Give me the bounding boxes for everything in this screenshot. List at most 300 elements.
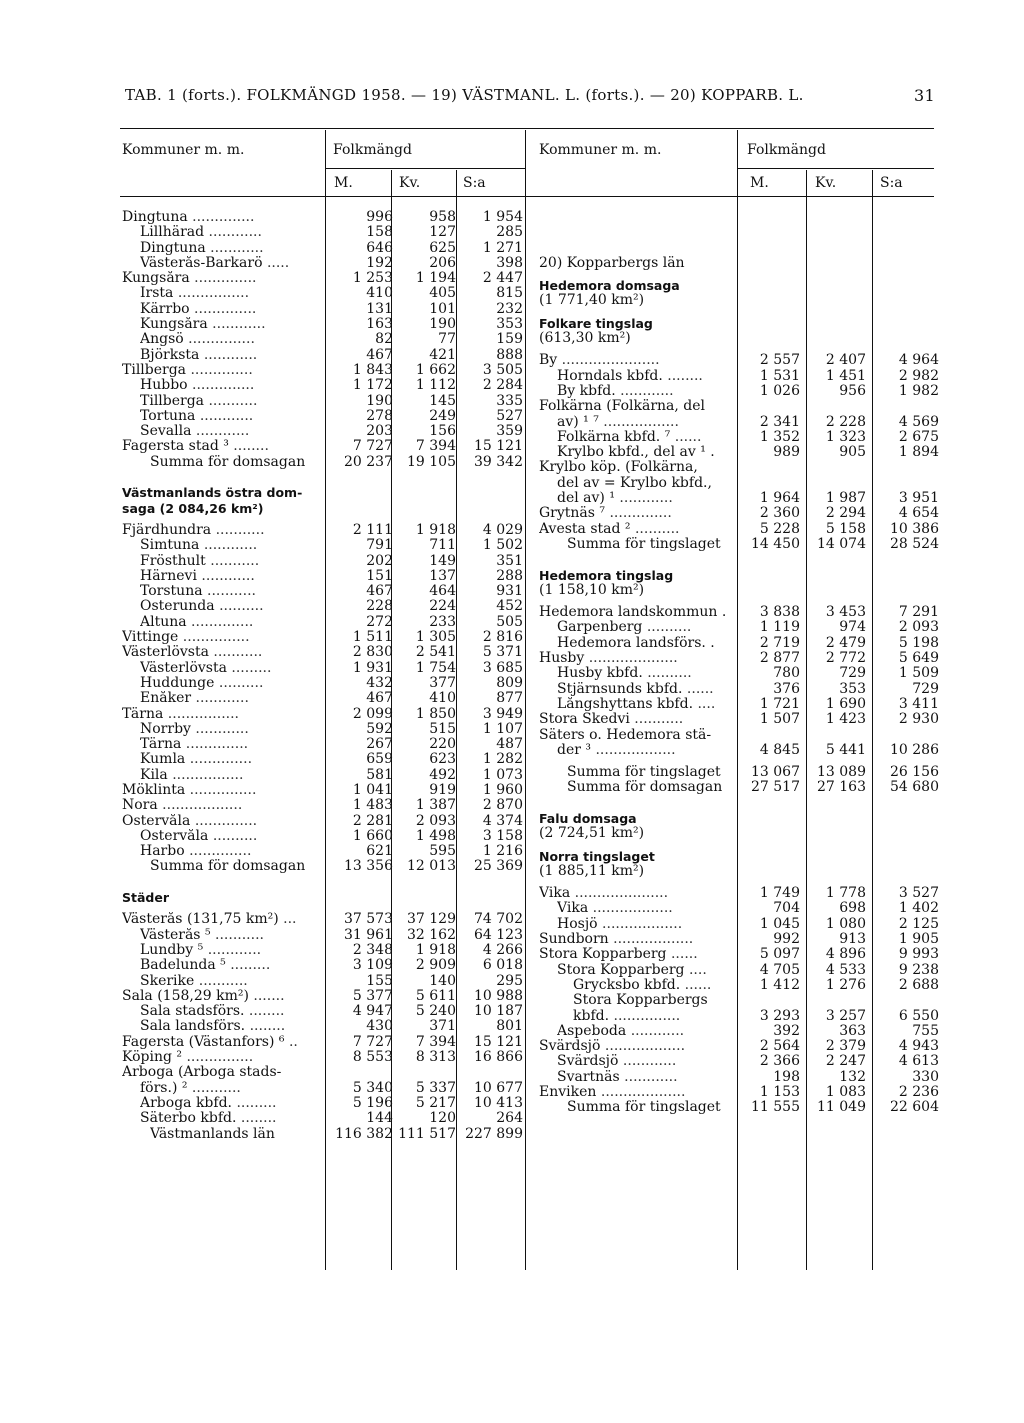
cell-sa: 351 [496, 552, 523, 569]
dot-leader: .................. [595, 742, 676, 758]
dot-leader: ....... [253, 988, 285, 1004]
row-label: Hedemora domsaga [539, 278, 680, 294]
cell-sa: 3 527 [898, 885, 939, 902]
table-row [122, 1110, 523, 1127]
cell-kv: 4 533 [825, 961, 866, 978]
cell-kv: 698 [839, 900, 866, 917]
cell-kv: 13 089 [817, 764, 866, 781]
dot-leader: ......... [230, 958, 271, 974]
table-row [539, 353, 939, 368]
cell-kv: 1 276 [825, 976, 866, 993]
cell-sa: 5 649 [898, 650, 939, 667]
cell-m: 4 705 [759, 961, 800, 978]
row-label: Arboga (Arboga stads- [122, 1065, 282, 1081]
row-label: Fagersta (Västanfors) ⁶ .. [122, 1034, 298, 1050]
cell-sa: 1 402 [898, 900, 939, 917]
cell-kv: 1 690 [825, 695, 866, 712]
table-row [539, 682, 939, 697]
cell-sa: 1 282 [482, 751, 523, 768]
row-label: Simtuna ............ [140, 538, 258, 554]
dot-leader: ............ [630, 1023, 685, 1039]
table-row [122, 361, 523, 378]
table-row [122, 926, 523, 943]
dot-leader: ...... [674, 429, 702, 445]
cell-kv: 220 [429, 736, 456, 753]
cell-m: 144 [366, 1110, 393, 1127]
row-label: Huddunge .......... [140, 675, 264, 691]
cell-m: 592 [366, 720, 393, 737]
dot-leader: ............ [195, 424, 250, 440]
cell-kv: 3 453 [825, 604, 866, 621]
cell-m: 272 [366, 613, 393, 630]
cell-kv: 353 [839, 680, 866, 697]
cell-m: 1 483 [352, 797, 393, 814]
table-row [539, 506, 939, 521]
cell-kv: 974 [839, 619, 866, 636]
cell-m: 2 111 [352, 521, 393, 538]
dot-leader: ........... [208, 393, 258, 409]
table-row [539, 522, 939, 537]
cell-m: 190 [366, 392, 393, 409]
dot-leader: ........... [191, 1080, 241, 1096]
cell-kv: 1 387 [415, 797, 456, 814]
cell-sa: 1 216 [482, 843, 523, 860]
col-sa-left: S:a [463, 175, 486, 191]
row-label: Tortuna ............ [140, 408, 254, 424]
cell-kv: 137 [429, 567, 456, 584]
row-label: 20) Kopparbergs län [539, 255, 685, 271]
cell-sa: 2 870 [482, 797, 523, 814]
table-row [539, 728, 939, 743]
cell-sa: 2 125 [898, 915, 939, 932]
row-label: del av) ¹ ............ [557, 491, 673, 507]
section-heading [122, 485, 512, 500]
dot-leader: .............. [194, 301, 257, 317]
table-row [122, 751, 523, 768]
gap-row [539, 842, 939, 849]
row-label: Östervåla .......... [140, 828, 258, 844]
cell-kv: 1 305 [415, 629, 456, 646]
dot-leader: ............... [613, 1008, 681, 1024]
cell-kv: 1 323 [825, 428, 866, 445]
section-area [539, 826, 939, 841]
dot-leader: .... [688, 962, 707, 978]
cell-sa: 232 [496, 300, 523, 317]
summary-row [539, 765, 939, 780]
blank-row [539, 225, 939, 240]
row-label: Sevalla ............ [140, 424, 250, 440]
cell-m: 131 [366, 300, 393, 317]
section-heading [539, 811, 939, 826]
col-kv-right: Kv. [815, 175, 837, 191]
cell-m: 5 097 [759, 946, 800, 963]
dot-leader: ............ [212, 317, 266, 333]
dot-leader: .................... [588, 651, 678, 667]
summary-row [539, 780, 939, 795]
cell-kv: 1 987 [825, 490, 866, 507]
cell-sa: 2 675 [898, 428, 939, 445]
row-label: Summa för tingslaget [567, 1100, 721, 1116]
table-row [539, 712, 939, 727]
row-label: Svärdsjö .................. [539, 1039, 686, 1055]
cell-m: 659 [366, 751, 393, 768]
cell-m: 704 [773, 900, 800, 917]
row-label: Enviken ................... [539, 1085, 686, 1101]
row-label: Kungsåra ............ [140, 317, 266, 333]
row-label: Summa för tingslaget [567, 536, 721, 552]
table-row [122, 583, 523, 600]
cell-m: 5 377 [352, 987, 393, 1004]
cell-sa: 1 502 [482, 537, 523, 554]
summary-row [122, 1125, 523, 1142]
cell-m: 31 961 [344, 926, 393, 943]
cell-kv: 625 [429, 239, 456, 256]
cell-kv: 7 394 [415, 1033, 456, 1050]
table-row [122, 285, 523, 302]
cell-m: 1 172 [352, 377, 393, 394]
cell-m: 1 412 [759, 976, 800, 993]
section-area [539, 864, 939, 879]
cell-kv: 32 162 [407, 926, 456, 943]
cell-kv: 515 [429, 720, 456, 737]
table-row [539, 369, 939, 384]
table-row [122, 659, 523, 676]
cell-sa: 5 198 [898, 634, 939, 651]
table-row [539, 947, 939, 962]
cell-sa: 2 930 [898, 711, 939, 728]
dot-leader: ................ [172, 767, 244, 783]
cell-sa: 527 [496, 407, 523, 424]
dot-leader: ........... [215, 927, 264, 943]
row-label: Dingtuna .............. [122, 210, 255, 225]
cell-sa: 4 964 [898, 352, 939, 369]
cell-m: 82 [375, 331, 393, 348]
col-folkmangd-right: Folkmängd [747, 142, 826, 158]
dot-leader: .............. [192, 210, 255, 225]
dot-leader: ................ [177, 286, 250, 302]
table-row [539, 743, 939, 758]
cell-kv: 958 [429, 209, 456, 225]
cell-m: 1 153 [759, 1084, 800, 1101]
cell-sa: 285 [496, 224, 523, 241]
dot-leader: ............ [622, 1054, 677, 1070]
cell-sa: 3 951 [898, 490, 939, 507]
col-folkmangd-left: Folkmängd [333, 142, 412, 158]
cell-m: 228 [366, 598, 393, 615]
top-rule [120, 128, 934, 129]
section-heading [539, 256, 939, 271]
table-row [122, 629, 523, 646]
dot-leader: ........... [634, 712, 684, 728]
cell-sa: 28 524 [890, 535, 939, 552]
table-row [122, 781, 523, 798]
cell-kv: 101 [429, 300, 456, 317]
cell-m: 2 099 [352, 705, 393, 722]
dot-leader: .......... [647, 666, 692, 682]
col-m-right: M. [750, 175, 769, 191]
cell-sa: 801 [496, 1018, 523, 1035]
cell-m: 27 517 [751, 779, 800, 796]
row-label: Lundby ⁵ ............ [140, 942, 262, 958]
row-label: Avesta stad ² .......... [539, 521, 680, 537]
row-label: Vika .................. [557, 901, 673, 917]
cell-sa: 9 238 [898, 961, 939, 978]
row-label: Dingtuna ............ [140, 240, 264, 256]
row-label: Garpenberg .......... [557, 620, 692, 636]
cell-kv: 2 294 [825, 505, 866, 522]
cell-kv: 5 217 [415, 1094, 456, 1111]
dot-leader: .. [288, 1034, 298, 1050]
cell-m: 2 877 [759, 650, 800, 667]
cell-sa: 353 [496, 316, 523, 333]
cell-sa: 1 509 [898, 665, 939, 682]
cell-kv: 729 [839, 665, 866, 682]
cell-m: 1 931 [352, 659, 393, 676]
cell-m: 2 719 [759, 634, 800, 651]
cell-kv: 405 [429, 285, 456, 302]
cell-kv: 2 228 [825, 413, 866, 430]
cell-kv: 149 [429, 552, 456, 569]
cell-sa: 4 569 [898, 413, 939, 430]
cell-kv: 145 [429, 392, 456, 409]
header-rule-right [737, 168, 934, 169]
table-row [122, 521, 523, 538]
cell-m: 1 964 [759, 490, 800, 507]
table-row [539, 917, 939, 932]
cell-kv: 919 [429, 781, 456, 798]
dot-leader: .............. [194, 271, 257, 287]
cell-sa: 335 [496, 392, 523, 409]
table-row [122, 957, 523, 974]
dot-leader: ...... [684, 977, 712, 993]
dot-leader: ............ [195, 691, 249, 707]
cell-sa: 288 [496, 567, 523, 584]
row-label: Härnevi ............ [140, 568, 255, 584]
cell-kv: 1 850 [415, 705, 456, 722]
cell-m: 14 450 [751, 535, 800, 552]
cell-sa: 2 093 [898, 619, 939, 636]
dot-leader: ............... [186, 1050, 254, 1066]
cell-m: 2 557 [759, 352, 800, 369]
cell-kv: 595 [429, 843, 456, 860]
header-rule-left [325, 168, 525, 169]
cell-m: 1 843 [352, 361, 393, 378]
row-label: Säters o. Hedemora stä- [539, 727, 712, 743]
cell-sa: 4 654 [898, 505, 939, 522]
summary-row [539, 537, 939, 552]
dot-leader: .................. [162, 798, 243, 814]
cell-kv: 1 423 [825, 711, 866, 728]
cell-m: 5 196 [352, 1094, 393, 1111]
table-row [122, 407, 523, 424]
cell-m: 2 830 [352, 644, 393, 661]
row-label: Krylbo köp. (Folkärna, [539, 460, 698, 476]
cell-kv: 2 407 [825, 352, 866, 369]
cell-sa: 15 121 [474, 1033, 523, 1050]
cell-kv: 127 [429, 224, 456, 241]
row-label: Hubbo .............. [140, 378, 255, 394]
dot-leader: .......... [634, 521, 680, 537]
cell-sa: 6 018 [482, 957, 523, 974]
row-label: del av = Krylbo kbfd., [557, 475, 712, 491]
cell-sa: 4 374 [482, 812, 523, 829]
cell-kv: 5 611 [415, 987, 456, 1004]
cell-sa: 1 271 [482, 239, 523, 256]
dot-leader: .............. [189, 844, 252, 860]
cell-m: 1 531 [759, 367, 800, 384]
dot-leader: ........... [207, 584, 256, 600]
cell-kv: 464 [429, 583, 456, 600]
cell-kv: 1 778 [825, 885, 866, 902]
dot-leader: ............ [203, 347, 258, 363]
blank-row [539, 552, 939, 567]
cell-kv: 14 074 [817, 535, 866, 552]
row-label: Stora Kopparberg ...... [539, 947, 698, 963]
row-label: Kumla .............. [140, 752, 253, 768]
row-label: Frösthult ........... [140, 553, 260, 569]
row-label: Horndals kbfd. ........ [557, 368, 703, 384]
cell-sa: 10 677 [474, 1079, 523, 1096]
row-label: Torstuna ........... [140, 584, 256, 600]
cell-kv: 905 [839, 444, 866, 461]
dot-leader: .......... [218, 675, 264, 691]
cell-sa: 16 866 [474, 1049, 523, 1066]
cell-kv: 1 194 [415, 270, 456, 287]
table-row [122, 613, 523, 630]
page-title: TAB. 1 (forts.). FOLKMÄNGD 1958. — 19) VÄSTMANL. L. (forts.). — 20) KOPPARB. L. [125, 86, 804, 104]
cell-kv: 1 112 [415, 377, 456, 394]
cell-sa: 3 685 [482, 659, 523, 676]
cell-m: 13 356 [344, 858, 393, 875]
cell-sa: 10 988 [474, 987, 523, 1004]
row-label: By ...................... [539, 353, 660, 369]
cell-m: 198 [773, 1068, 800, 1085]
dot-leader: .... [697, 696, 716, 712]
cell-sa: 398 [496, 254, 523, 271]
cell-kv: 27 163 [817, 779, 866, 796]
table-row [539, 384, 939, 399]
row-label: der ³ .................. [557, 742, 676, 758]
cell-sa: 4 613 [898, 1053, 939, 1070]
cell-kv: 2 379 [825, 1038, 866, 1055]
dot-leader: .............. [190, 362, 253, 378]
cell-kv: 1 918 [415, 941, 456, 958]
row-label: Summa för tingslaget [567, 765, 721, 781]
row-label: Harbo .............. [140, 844, 252, 860]
cell-sa: 888 [496, 346, 523, 363]
row-label: Västerås ⁵ ........... [140, 927, 264, 943]
cell-m: 2 564 [759, 1038, 800, 1055]
dot-leader: .................. [592, 901, 673, 917]
cell-kv: 140 [429, 972, 456, 989]
table-row [122, 674, 523, 691]
dot-leader: .............. [189, 752, 253, 768]
cell-m: 3 109 [352, 957, 393, 974]
cell-sa: 452 [496, 598, 523, 615]
cell-kv: 956 [839, 382, 866, 399]
cell-m: 37 573 [344, 911, 393, 928]
dot-leader: ............... [182, 630, 250, 646]
table-row [122, 720, 523, 737]
dot-leader: ...... [686, 681, 714, 697]
cell-kv: 2 479 [825, 634, 866, 651]
dot-leader: .............. [194, 813, 258, 829]
section-area [539, 293, 939, 308]
row-label: Hedemora landskommun . [539, 605, 727, 621]
cell-m: 646 [366, 239, 393, 256]
row-label: Fagersta stad ³ ........ [122, 439, 269, 455]
dot-leader: ..................... [574, 886, 669, 902]
row-label: Folkärna (Folkärna, del [539, 399, 706, 415]
dot-leader: .......... [646, 620, 692, 636]
table-row [539, 1039, 939, 1054]
cell-sa: 10 413 [474, 1094, 523, 1111]
blank-row [539, 210, 939, 225]
vrule-4 [525, 130, 526, 1270]
cell-kv: 233 [429, 613, 456, 630]
cell-kv: 12 013 [407, 858, 456, 875]
dot-leader: ................... [600, 1085, 686, 1101]
table-row [122, 1065, 512, 1080]
cell-sa: 877 [496, 690, 523, 707]
row-label: Västmanlands län [150, 1126, 275, 1142]
page-number: 31 [914, 86, 935, 105]
row-label: Österunda .......... [140, 599, 264, 615]
section-area [539, 331, 939, 346]
dot-leader: ............ [210, 240, 264, 256]
row-label: Städer [122, 890, 170, 906]
cell-m: 4 845 [759, 741, 800, 758]
row-label: Säterbo kbfd. ........ [140, 1111, 277, 1127]
table-row [122, 911, 523, 928]
row-label: Folkärna kbfd. ⁷ ...... [557, 429, 702, 445]
cell-kv: 1 083 [825, 1084, 866, 1101]
dot-leader: .............. [185, 737, 249, 753]
row-label: Summa för domsagan [150, 859, 306, 875]
row-label: By kbfd. ............ [557, 383, 674, 399]
table-row [539, 1085, 939, 1100]
row-label: Hedemora tingslag [539, 567, 674, 583]
row-label: Stora Skedvi ........... [539, 712, 684, 728]
row-label: Norrby ............ [140, 721, 249, 737]
cell-sa: 64 123 [474, 926, 523, 943]
cell-sa: 931 [496, 583, 523, 600]
row-label: Grycksbo kbfd. ...... [573, 977, 712, 993]
table-row [122, 331, 523, 348]
cell-m: 432 [366, 674, 393, 691]
table-row [539, 993, 939, 1008]
cell-kv: 224 [429, 598, 456, 615]
table-row [539, 932, 939, 947]
table-row [539, 476, 939, 491]
table-row [122, 552, 523, 569]
cell-m: 581 [366, 766, 393, 783]
table-row [539, 430, 939, 445]
gap-row [539, 758, 939, 765]
dot-leader: ........ [233, 439, 269, 455]
dot-leader: .......... [212, 828, 258, 844]
cell-kv: 7 394 [415, 438, 456, 455]
summary-row [122, 453, 523, 470]
cell-m: 1 253 [352, 270, 393, 287]
table-row [122, 254, 523, 271]
dot-leader: ..... [266, 255, 290, 271]
cell-m: 780 [773, 665, 800, 682]
row-label: Sala stadsförs. ........ [140, 1004, 285, 1020]
cell-sa: 755 [912, 1022, 939, 1039]
cell-kv: 363 [839, 1022, 866, 1039]
table-row [539, 1024, 939, 1039]
